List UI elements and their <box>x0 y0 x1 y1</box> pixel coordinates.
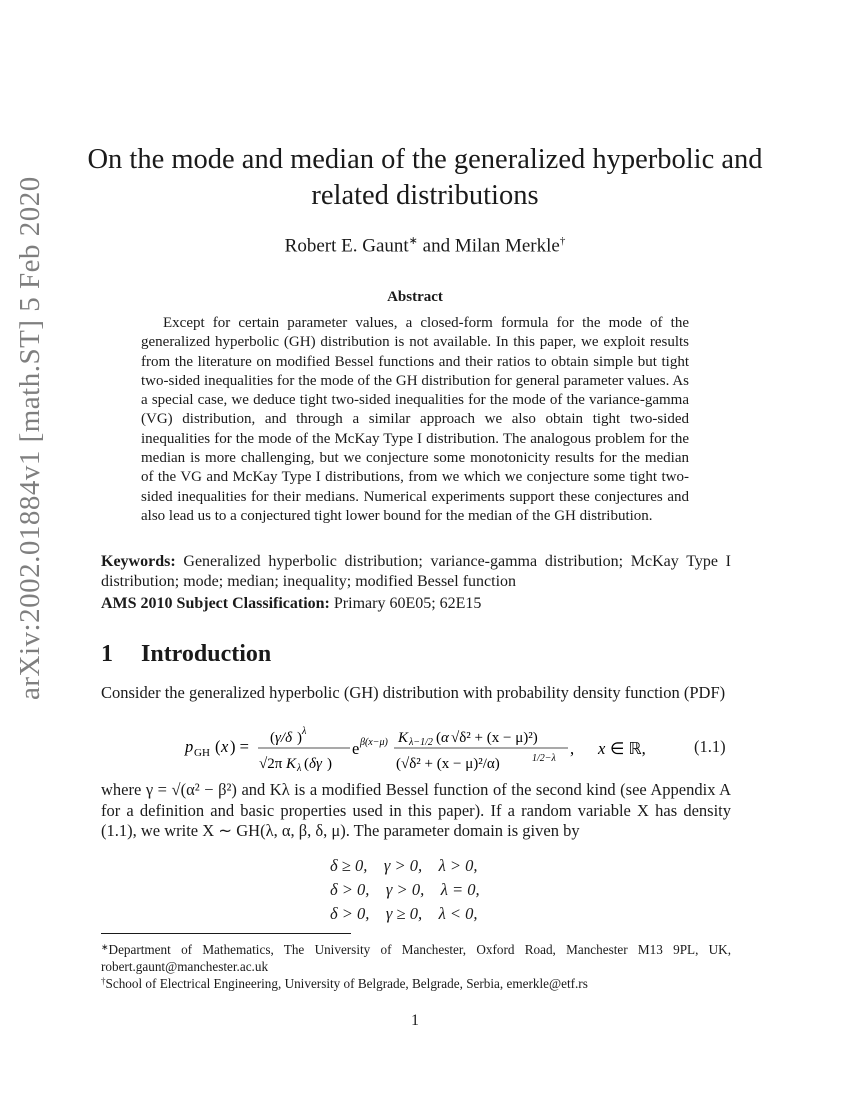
svg-text:δγ: δγ <box>309 756 322 772</box>
svg-text:) =: ) = <box>230 737 249 756</box>
equation-label: (1.1) <box>694 737 726 756</box>
keywords-label: Keywords: <box>101 553 176 570</box>
keywords <box>101 552 731 591</box>
param-domain-line: δ > 0, γ ≥ 0, λ < 0, <box>330 904 478 923</box>
page-number: 1 <box>411 1012 419 1029</box>
footnote-mark: ∗ <box>101 942 109 952</box>
svg-text:(: ( <box>304 756 309 772</box>
section-title: Introduction <box>141 641 272 667</box>
abstract-text: Except for certain parameter values, a closed-form formula for the mode of the generalized hyperbolic (GH) distribution is not available. In this paper, we exploit results from the literature on modified Bessel functions and their ratios to obtain simple but tight two-sided inequalities for the mode of the GH distribution for general parameter values. As a special case, we deduce tight two-sided inequalities for the mode of the variance-gamma (VG) distribution, and through a similar approach we also obtain tight two-sided inequalities for the mode of the McKay Type I distribution. The analogous problem for the median is more challenging, but we conjecture some monotonicity results for the median of the VG and McKay Type I distributions, from we which we conjecture some tight two-sided inequalities for their medians. Numerical experiments support these conjectures and also lead us to a conjectured tight lower bound for the median of the GH distribution. <box>141 315 689 524</box>
footnote-mark: † <box>559 235 566 247</box>
svg-text:λ: λ <box>297 763 302 774</box>
author-name: Robert E. Gaunt <box>284 235 409 257</box>
svg-text:K: K <box>286 756 297 772</box>
section-number: 1 <box>101 641 113 667</box>
author-conjunction: and <box>422 235 451 257</box>
abstract-heading: Abstract <box>387 289 443 305</box>
ams-text: Primary 60E05; 62E15 <box>333 595 482 612</box>
keywords-text: Generalized hyperbolic distribution; variance-gamma distribution; McKay Type I distribution; mode; median; inequality; modified Bessel function <box>101 553 732 590</box>
svg-text:(: ( <box>270 730 275 746</box>
section-heading <box>101 641 271 668</box>
gh-pdf-equation <box>180 720 660 780</box>
ams-label: AMS 2010 Subject Classification: <box>101 595 330 612</box>
svg-text:1/2−λ: 1/2−λ <box>532 753 556 764</box>
footnote-mark: † <box>101 976 106 986</box>
arxiv-stamp: arXiv:2002.01884v1 [math.ST] 5 Feb 2020 <box>14 176 46 700</box>
svg-text:(: ( <box>215 737 221 756</box>
where-paragraph: where γ = √(α² − β²) and Kλ is a modified Bessel function of the second kind (see Appendix A for a definition and basic properties used in this paper). If a random variable X has density (1.1), we write X ∼ GH(λ, α, β, δ, μ). The parameter domain is given by <box>101 780 731 840</box>
param-domain-line: δ > 0, γ > 0, λ = 0, <box>330 880 480 899</box>
svg-text:(: ( <box>436 730 441 746</box>
footnote <box>101 939 731 975</box>
ams-classification <box>101 594 731 614</box>
svg-text:GH: GH <box>194 747 210 759</box>
footnote-rule <box>101 933 351 934</box>
svg-text:γ/δ: γ/δ <box>275 730 293 746</box>
svg-text:x: x <box>598 739 606 758</box>
svg-text:√δ² + (x − μ)²): √δ² + (x − μ)²) <box>451 730 538 746</box>
svg-text:K: K <box>398 730 409 746</box>
svg-text:x: x <box>221 737 229 756</box>
paper-title: On the mode and median of the generalized hyperbolic and related distributions <box>87 144 763 211</box>
author-line <box>60 234 790 257</box>
svg-text:): ) <box>297 730 302 746</box>
svg-text:,: , <box>570 739 575 758</box>
svg-text:α: α <box>441 730 449 746</box>
param-domain-line: δ ≥ 0, γ > 0, λ > 0, <box>330 856 478 875</box>
footnote-text: School of Electrical Engineering, University of Belgrade, Belgrade, Serbia, emerkle@etf.rs <box>105 976 588 991</box>
svg-text:p: p <box>185 737 194 756</box>
intro-paragraph: Consider the generalized hyperbolic (GH) distribution with probability density function (PDF) <box>101 683 726 702</box>
svg-text:e: e <box>352 739 360 758</box>
svg-text:): ) <box>327 756 332 772</box>
svg-text:√2π: √2π <box>259 756 283 772</box>
author-name: Milan Merkle <box>454 235 560 257</box>
svg-text:β(x−μ): β(x−μ) <box>360 737 388 748</box>
svg-text:(√δ² + (x − μ)²/α): (√δ² + (x − μ)²/α) <box>396 756 500 772</box>
svg-text:∈ ℝ,: ∈ ℝ, <box>610 739 646 758</box>
svg-text:λ: λ <box>302 726 307 737</box>
footnote-text: Department of Mathematics, The University of Manchester, Oxford Road, Manchester M13 9PL, UK, robert.gaunt@manchester.ac.uk <box>101 942 731 974</box>
footnote <box>101 973 731 992</box>
footnote-mark: ∗ <box>408 235 418 247</box>
svg-text:λ−1/2: λ−1/2 <box>409 737 433 748</box>
